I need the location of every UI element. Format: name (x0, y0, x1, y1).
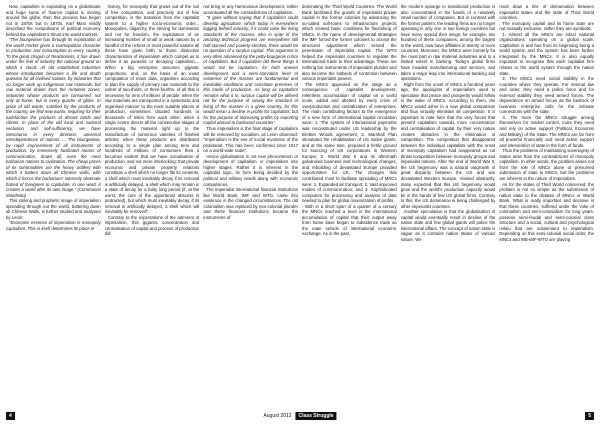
column-6 (499, 4, 594, 404)
paragraph: Another speculation is that the globalisation of capital would eventually result in decline of the nation state and few global giants will police the international affairs. The concept of nation state is vague as it contains nation states of various nature. We (400, 209, 496, 242)
paragraph: "The bourgeoisie has through its exploitation of the world market given a cosmopolitan character to production and consumption in every country. To the great chagrin of Reactionists, it has drawn under the feet of industry the national ground on which it stood. All old established industries whose introduction becomes a life and death question for all civilised nations, by industries that no longer work up indigenous raw materials, but raw material drawn from the remotest zones; industries whose products are consumed, not only at home, but in every quarter of globe. In place of old wants, satisfied by the products of the country, we find new wants, requiring for their satisfaction the products of distant lands and climes. In place of the old local and national seclusion and self-sufficiency, we have intercourse in every direction, universal interdependence of nations. ... The bourgeoisie, by rapid improvement of all instruments of production, by immensely facilitated means of communication, draws all, even the most barbarian nations to civilization. The cheap prices of its commodities are the heavy artillery with which it batters down all Chinese walls, with which it forces the barbarians' intensely obstinate hatred of foreigners to capitulate. In one word, it creates a world after its own image." (Communist Manifesto) (6, 37, 101, 198)
paragraph: Contrary to the expectations of the admirers of imperialism, this gigantic concentration and centralisation of capital and process of production did (104, 214, 200, 237)
paragraph: With in a short span of a quarter of a century the MNCs reached a level in the international accumulation of capital that their output away from home base began to subsidence trade as the main vehicle of international economic exchange. As in the past, (302, 203, 397, 237)
column-3 (203, 4, 298, 404)
paragraph: The monopoly capital and its home state are not mutually exclusive, rather they are symbiotic. (499, 20, 594, 32)
paragraph: 2. The MNCs need social stability in the countries where they operate. For internal law and order, they need a police force and for external stability they need armed forces. The dependence on armed forces as the bedrock of business enterprise calls for the intimate connections with the state. (499, 76, 594, 115)
paragraph: "Economic essence of imperialism is monopoly capitalism. This in itself determines its place in (6, 220, 101, 231)
paragraph: This striking and prophetic image of imperialism spreading through out the world, battering down all Chinese Walls, is further studied and analysed by Lenin: (6, 198, 101, 220)
column-5 (401, 4, 496, 404)
left-page-number: 4 (6, 412, 15, 420)
paragraph: Thus imperialism is the final stage of capitalism will be removed by socialism, as Lenin observed: "Imperialism is the eve of social revolution of the proletariat. This has been confirmed since 1917 on a world-wide scale". (203, 126, 299, 154)
paragraph: Right from the onset of MNCs a hundred years ago, the apologists of imperialism used to speculate that peace and prosperity would follow in the wake of MNCs. According to them, the MNCs would usher in a new global comparison and thus virtually eliminate all competition. It is important to note here that the very forces that present capitalism towards more concentration and centralisation of capital, by their very nature creates obstacles in the elimination of competition. The competition that disappeared between the individual capitalists with the onset of monopoly capitalism had reappeared as cut throat competition between monopoly groups and imperialist nations. After the end of World War II, the US hegemony was a natural outgrowth of great disparity between the US and war devastated Western Europe. Viewed abstractly, many expected that this US hegemony would grow and the world's production capacity would be in the hands of few US global firms. Contrary to this, the US dominance is being challenged by other imperialist countries. (400, 81, 496, 209)
paragraph: 3. The more the MNCs struggle among themselves for market control, more they need and rely on active support (Political, Economic and Military) of the State. The MNCs are far from all powerful financially and need active support and intervention of state in the form of funds. (499, 114, 594, 148)
page-footer (6, 410, 594, 421)
column-1 (6, 4, 101, 404)
paragraph: The imperialist international financial institutions like World Bank, IMF and WTO, came into existence in the changed circumstances. The old colonialism was replaced by neo-colonial plunder and these financial institutions became the instruments of (203, 187, 299, 220)
paragraph: The MNCs appeared on the stage as a consequence of capitalist development, relentless accumulation of capital on a world scale, added and abetted by every crisis of overproduction and centralization of enterprises. The main contributing factors to the emergence of a new form of international capital circulation were: 1. The system of international payments was reconstituted under US leadership by the Bretton Woods agreement; 2. Marshall Plan stimulated the rehabilitation of US native giants, and at the same time, prepared a fertile ground for sourcing of US corporations in Western Europe; 3. World War II and its aftermath galvanised business and technological changes, and rebuilding of devastated Europe provided opportunities for US. The changes that contributed most to facilitate spreading of MNCs were: 1. Expanded air transport; 2. Vast improved modes of communication; and 3. Sophisticated computers for processing and analysis of data needed to plan for global maximization of profits. (302, 81, 397, 204)
article-columns (6, 4, 594, 404)
paragraph: Hence globalisation is not new phenomenon or development of capitalism or imperialism into higher stages. Rather it is inherent in the capitalist logic, its form being decided by the political and military needs along with economic compulsions. (203, 153, 299, 187)
paragraph: 1. Almost all the MNCs are infact national organizations operating on a global scale. Capitalism is and has from its beginning being a world system and the system has been further integrated by the MNCs. It is also equally important to recognise that each capitalist firm relates to the world system through the nation state. (499, 31, 594, 76)
paragraph: As for the states of Third World concerned, the problem is not so simple as the submission of nation state to the dictates of MNCs or World Bank. What is really important and decisive is that these countries, suffered under the voke of colonialism and semi-colonialism for long years, possess semi-feudal and semi-colonial class structure and a social, cultural and psychological milieu that are subservient to imperialism. Depending on this semi-colonial social order, the MNCs and WB-IMF-WTO are playing (499, 181, 594, 242)
paragraph: not bring in any harmonious development, rather accentuated all the contradictions of capitalism. (203, 4, 299, 15)
paragraph: "It goes without saying that if capitalism could develop agriculture, which today is everywhere lagging behind industry, if it could raise the living standards of the masses, who in spite of the amazing technical progress are everywhere still half-starved and poverty-stricken, there would be no question of a surplus capital. This argument is very often advanced by the petty-bourgeois critics of capitalism. But if capitalism did these things it would not be capitalism; for both uneven development and a semi-starvation level of existence of the masses are fundamental and inevitable conditions and constitute premises of this mode of production. As long as capitalism remains what it is, surplus capital will be utilised not for the purpose of raising the standard of living of the masses in a given country, for this would mean a decline in profits for capitalists; but for the purpose of increasing profits by exporting capital abroad to backward countries". (203, 15, 299, 126)
paragraph: Now, capitalism is expanding on a globalscale and huge sums of finance capital is moving around the globe, then this process has begun not in 1970s but in 1870s. Karl Marx vividly described the compulsions of political economy behind the capitalism's thrust into world markets. (6, 4, 101, 37)
issue-date: August 2012 (263, 412, 292, 419)
paragraph: history, for monopoly that grows out of the soil of free competition, and precisely out of free competition, is the transition from the capitalist system to a higher socio-economic order... Monopolies, oligarchy, the striving for domination and not for freedom, the exploitation of an increasing number of small or weak nations by a handful of the richest or most powerful nations all these have given birth to those distinctive characteristics of imperialism which compel us to define it as parasitic or decaying capitalism.... When a big enterprise assumes gigantic proportions, and, on the basis of an exact computation of mass data, organises according to plan the supply of primary raw materials to the extent of two-thirds, or three-fourths, of all that is necessary for tens of millions of people; when the raw materials are transported in a systematic and organised manner to the most suitable places of production, sometimes situated hundreds or thousands of miles from each other; when a single centre directs all the consecutive stages of processing the material right up to the manufacture of numerous varieties of finished articles; when these products are distributed according to a single plan among tens and hundreds of millions of consumers then it becomes evident that we have socialisation of production, and not mere interlocking; that private economic and private property relations constitute a shell which no longer fits its contents, a shell which must inevitably decay if its removal is artificially delayed, a shell which may remain in a state of decay for a fairly long period (if, at the worst, the cure of the opportunist abscess is protracted), but which must inevitably decay, if its removal is artificially delayed, a shell which will inevitably be removed". (104, 4, 200, 215)
paragraph: must draw a line of demarcation between imperialist states and the state of Third World countries. (499, 4, 594, 21)
paragraph: dominating the Third World Countries. The World Bank facilitated the growth of imperialist private capital in the former colonies by advancing the so-called soft-loans to infrastructure projects which created basic conditions for flourishing of MNCs. In the name of developmental strategies the IMF forced the former colonies to accept the structural adjustment which served the penetration of imperialist capital. The WTO helped the imperialist countries to regulate the international trade to their advantage. These are nothing but instruments of imperialist plunder and also become the hotbeds of contention between various imperialist powers. (302, 4, 397, 82)
paragraph: Thus the problems of maintaining sovereignty of states arise from the contradictions of monopoly capitalism. In other words, the problem arises not from the role of MNCs alone or presumed submission of state to MNCs, but the problems are inherent in the nature of imperialism. (499, 148, 594, 181)
column-2 (105, 4, 200, 404)
publication-name: Class Struggle (296, 412, 337, 420)
right-page-number: 5 (585, 412, 594, 420)
footer-center (263, 412, 336, 420)
column-4 (302, 4, 397, 404)
paragraph: the modern upsurge in transitional production is also concentrated in the hands of a relatively small number of companies. But in contrast with the former pattern, the leading firms are no longer operating in only one or two foreign countries but have many spread their wings: for example, two hundred of these companies, among the largest in the world, now have affiliates in twenty or more countries. Moreover, the MNCs were formerly for the most part in raw material industries and to a limited extent in banking. Today's global firms have invaded manufacturing and services, and taken a major leap into international banking and operations. (400, 4, 496, 82)
